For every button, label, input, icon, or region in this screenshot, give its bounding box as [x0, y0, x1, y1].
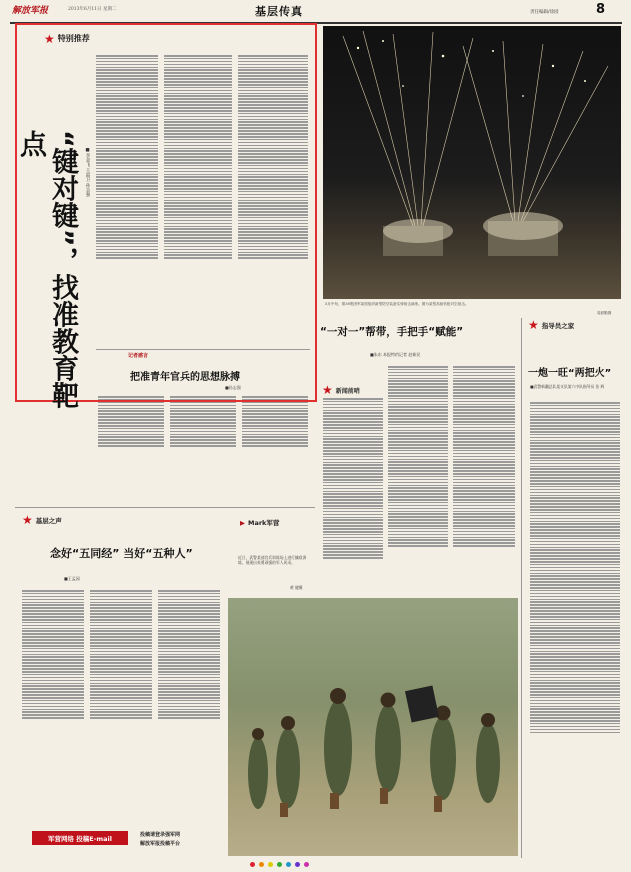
- column-rule: [521, 318, 522, 858]
- footer-banner-text: 军营网络 投稿E-mail: [47, 834, 113, 843]
- footer-line-2: 解放军报投稿平台: [140, 841, 181, 847]
- feature-byline: ■李金飞 王韶卫 孙志强: [85, 148, 90, 197]
- mid-article-col-3: [453, 366, 515, 547]
- essay-tag: 记者感言: [128, 353, 149, 359]
- mid-article-col-1: [323, 398, 383, 559]
- paper-logo: 解放军报: [12, 6, 49, 16]
- grassroots-byline: ■王孟园: [64, 576, 80, 581]
- essay-divider: [96, 349, 310, 350]
- photo-martial-training: [228, 598, 518, 856]
- essay-body-col-2: [170, 396, 236, 447]
- photo-air-defense: [323, 26, 621, 299]
- footer-line-1: 投稿请登录强军网: [140, 832, 181, 838]
- essay-body-col-1: [98, 396, 164, 447]
- left-divider: [15, 507, 315, 508]
- mid-article-byline: ■朱东 本报特约记者 赵新民: [370, 352, 421, 357]
- soldiers-graphic: [228, 598, 518, 856]
- grassroots-col-3: [158, 590, 220, 719]
- director-headline: 一炮一旺“两把火”: [528, 368, 612, 379]
- tracer-fire-graphic: [323, 26, 621, 299]
- section-title: 基层传真: [255, 5, 303, 18]
- news-tag: ★ 新闻前哨: [322, 383, 360, 397]
- editor-credit: 责任编辑/徐园: [530, 10, 559, 15]
- mark-caption: 近日，武警某部官兵训练场上进行擒敌训练，展现出英勇顽强的军人风采。: [238, 555, 307, 566]
- feature-body-col-2: [164, 55, 232, 259]
- mid-article-headline: “一对一”帮带，手把手“赋能”: [320, 326, 464, 338]
- photo-air-defense-credit: 周跃勤摄: [597, 311, 612, 315]
- star-icon: ★: [44, 31, 55, 46]
- play-icon: ▶: [240, 518, 245, 527]
- issue-date: 2013年6月11日 星期二: [68, 7, 117, 12]
- essay-body-col-3: [242, 396, 308, 447]
- footer-banner: [32, 831, 128, 845]
- mid-article-col-2: [388, 366, 448, 547]
- photo-air-defense-caption: 5月中旬，第38集团军某旅组织新型防空装备实弹射击演练。图为某型高射机枪对空射击。: [325, 302, 469, 306]
- footer-dots: [250, 862, 309, 867]
- feature-headline: “键对键”，找准教育靶点: [15, 130, 78, 409]
- feature-body-col-1: [96, 55, 158, 259]
- grassroots-col-2: [90, 590, 152, 719]
- essay-byline: ■孙志强: [225, 385, 241, 390]
- director-body: [530, 402, 620, 733]
- star-icon: ★: [22, 513, 33, 527]
- grassroots-col-1: [22, 590, 84, 719]
- grassroots-tag: ★ 基层之声: [22, 513, 62, 527]
- page-number: 8: [596, 2, 606, 17]
- director-byline: ■武警新疆总队某支队第六中队指导员 张 辉: [530, 384, 605, 389]
- feature-tag: ★ 特别推荐: [44, 31, 90, 46]
- mark-credit: 黄 健摄: [290, 585, 303, 590]
- star-icon: ★: [528, 318, 539, 332]
- grassroots-headline: 念好“五同经” 当好“五种人”: [50, 547, 193, 560]
- essay-headline: 把准青年官兵的思想脉搏: [130, 372, 240, 383]
- feature-body-col-3: [238, 55, 308, 259]
- director-tag: ★ 指导员之家: [528, 318, 575, 332]
- mark-tag: ▶ Mark军营: [240, 518, 280, 527]
- star-icon: ★: [322, 383, 333, 397]
